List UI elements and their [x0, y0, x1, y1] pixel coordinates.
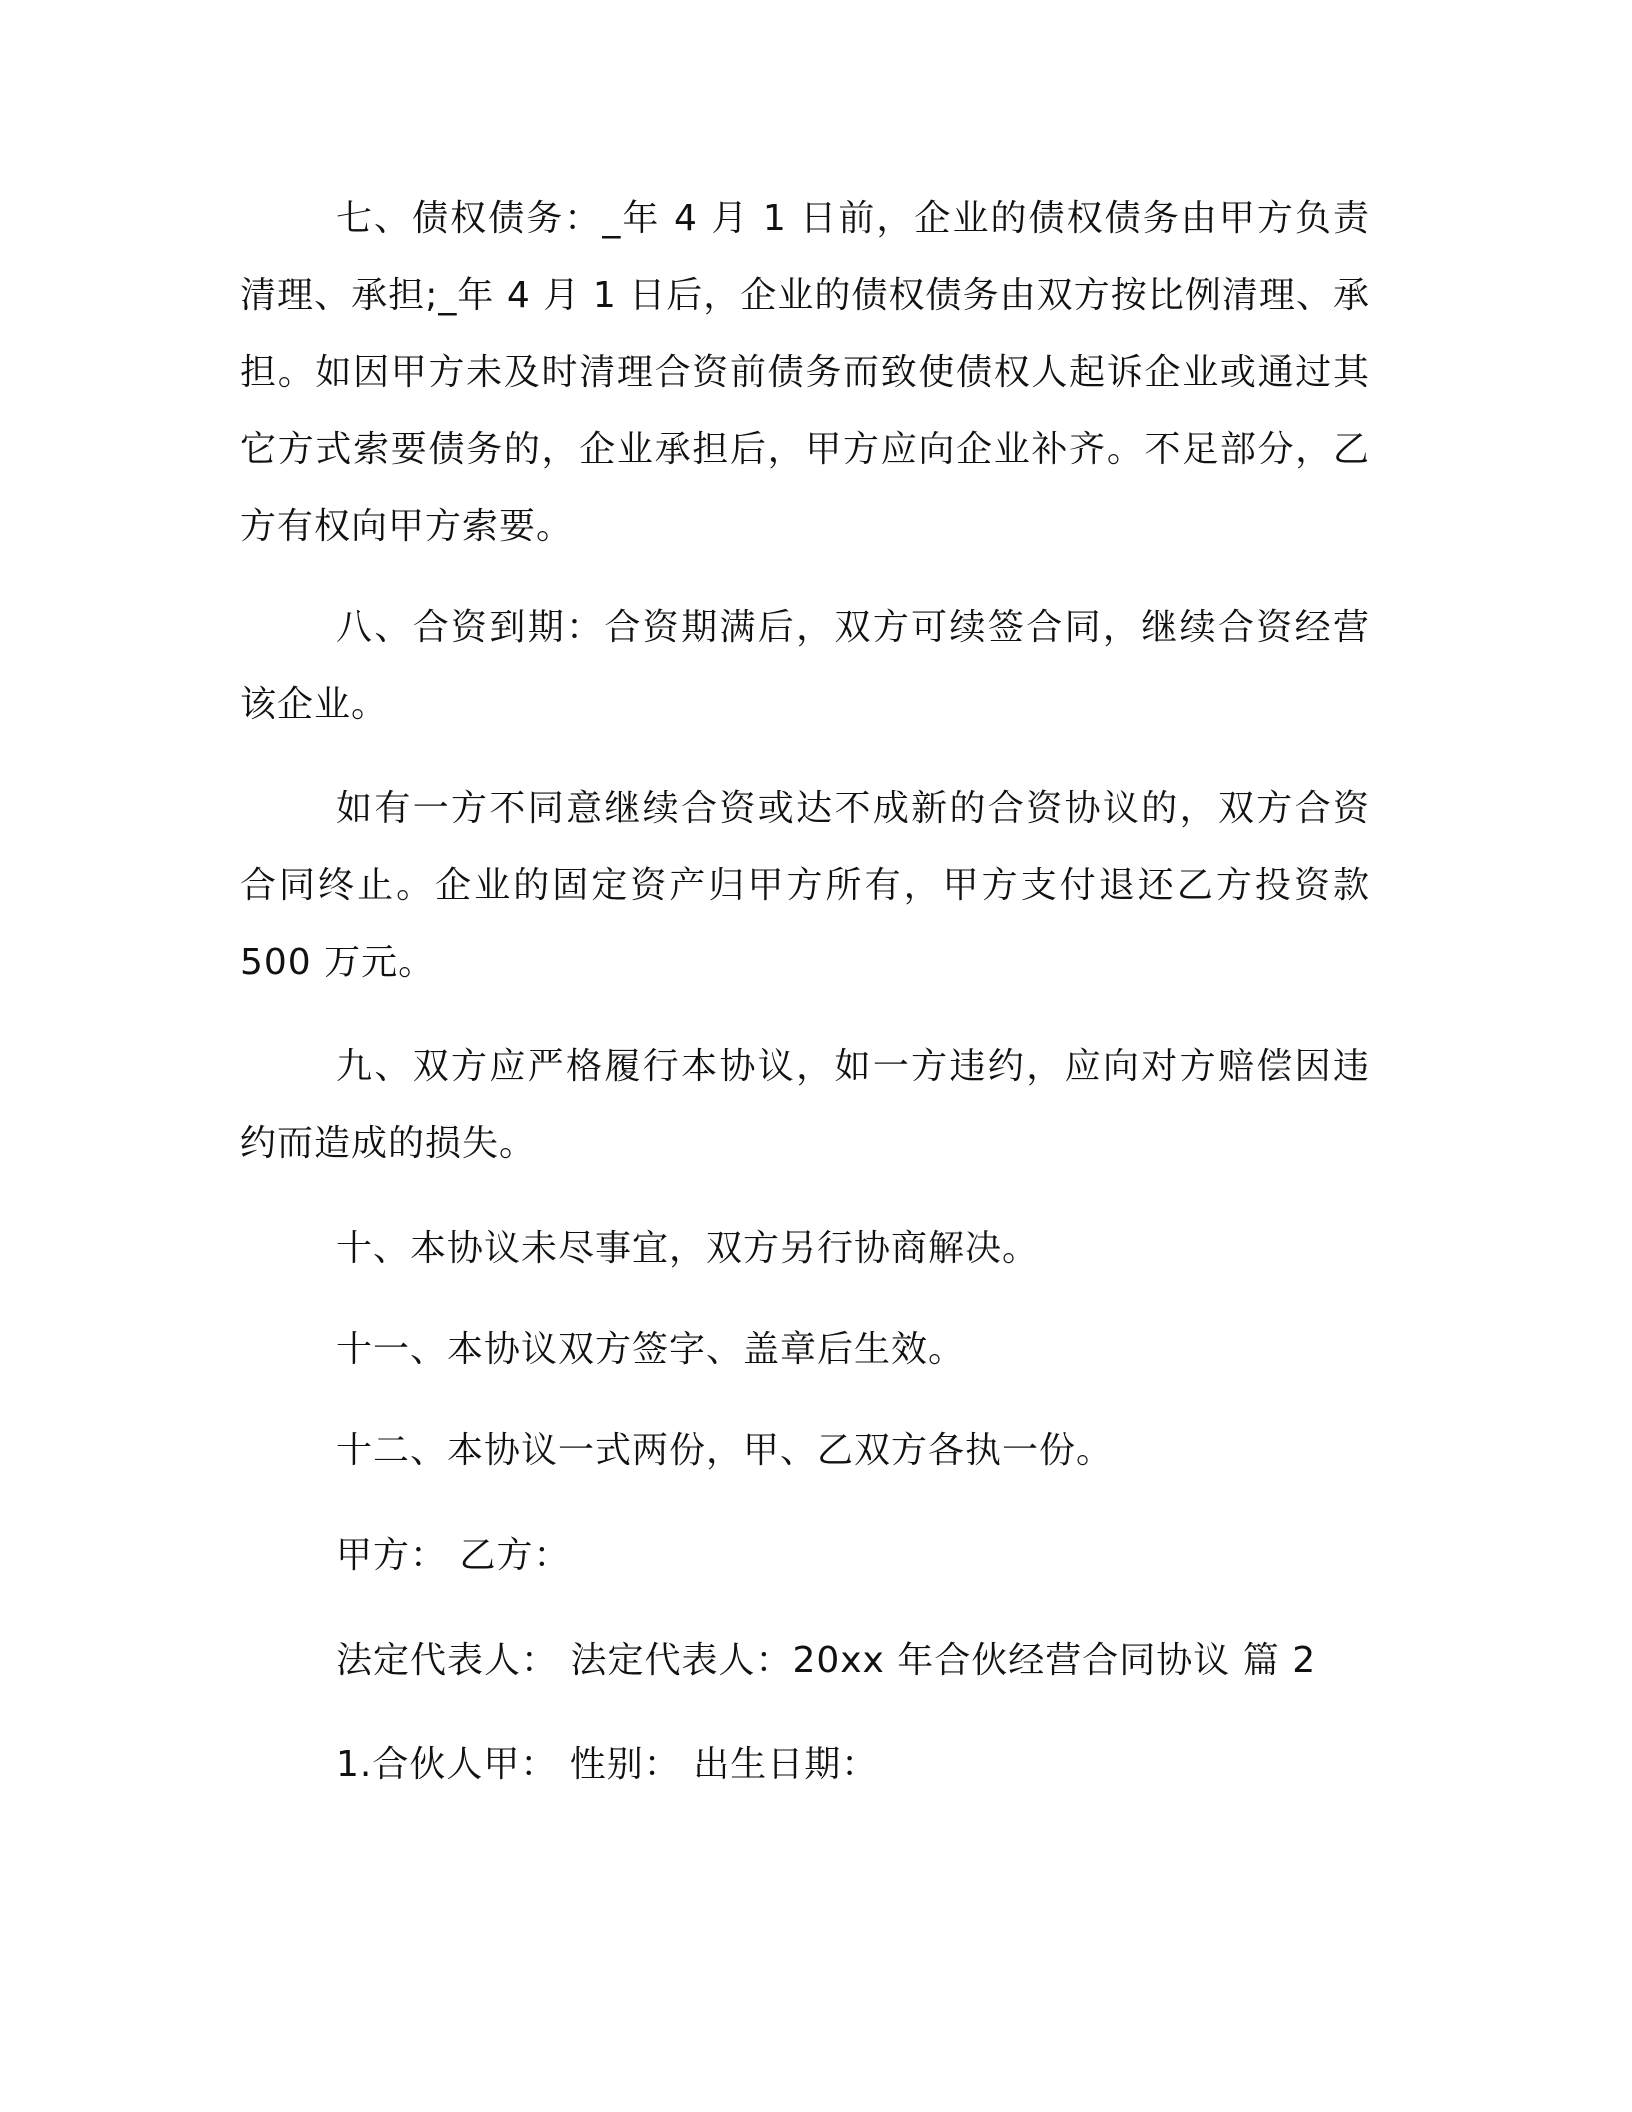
paragraph-breach: 九、双方应严格履行本协议，如一方违约，应向对方赔偿因违约而造成的损失。 [240, 1046, 1370, 1164]
paragraph-debts: 七、债权债务：_年 4 月 1 日前，企业的债权债务由甲方负责清理、承担;_年 4 月 1 日后，企业的债权债务由双方按比例清理、承担。如因甲方未及时清理合资前债务而致使债权人起诉企业或通过其它方式索要债务的，企业承担后，甲方应向企业补齐。不足部分，乙方有权向甲方索要。 [240, 198, 1370, 547]
paragraph-other-matters: 十、本协议未尽事宜，双方另行协商解决。 [336, 1228, 1040, 1269]
paragraph-effective: 十一、本协议双方签字、盖章后生效。 [336, 1329, 966, 1370]
paragraph-copies: 十二、本协议一式两份，甲、乙双方各执一份。 [336, 1430, 1114, 1471]
signature-parties: 甲方： 乙方： [336, 1535, 571, 1576]
partner-a-info: 1.合伙人甲： 性别： 出生日期： [336, 1744, 879, 1785]
paragraph-termination: 如有一方不同意继续合资或达不成新的合资协议的，双方合资合同终止。企业的固定资产归甲方所有，甲方支付退还乙方投资款 500 万元。 [240, 788, 1370, 983]
legal-representatives: 法定代表人： 法定代表人：20xx 年合伙经营合同协议 篇 2 [336, 1640, 1317, 1681]
paragraph-expiry: 八、合资到期：合资期满后，双方可续签合同，继续合资经营该企业。 [240, 607, 1370, 725]
